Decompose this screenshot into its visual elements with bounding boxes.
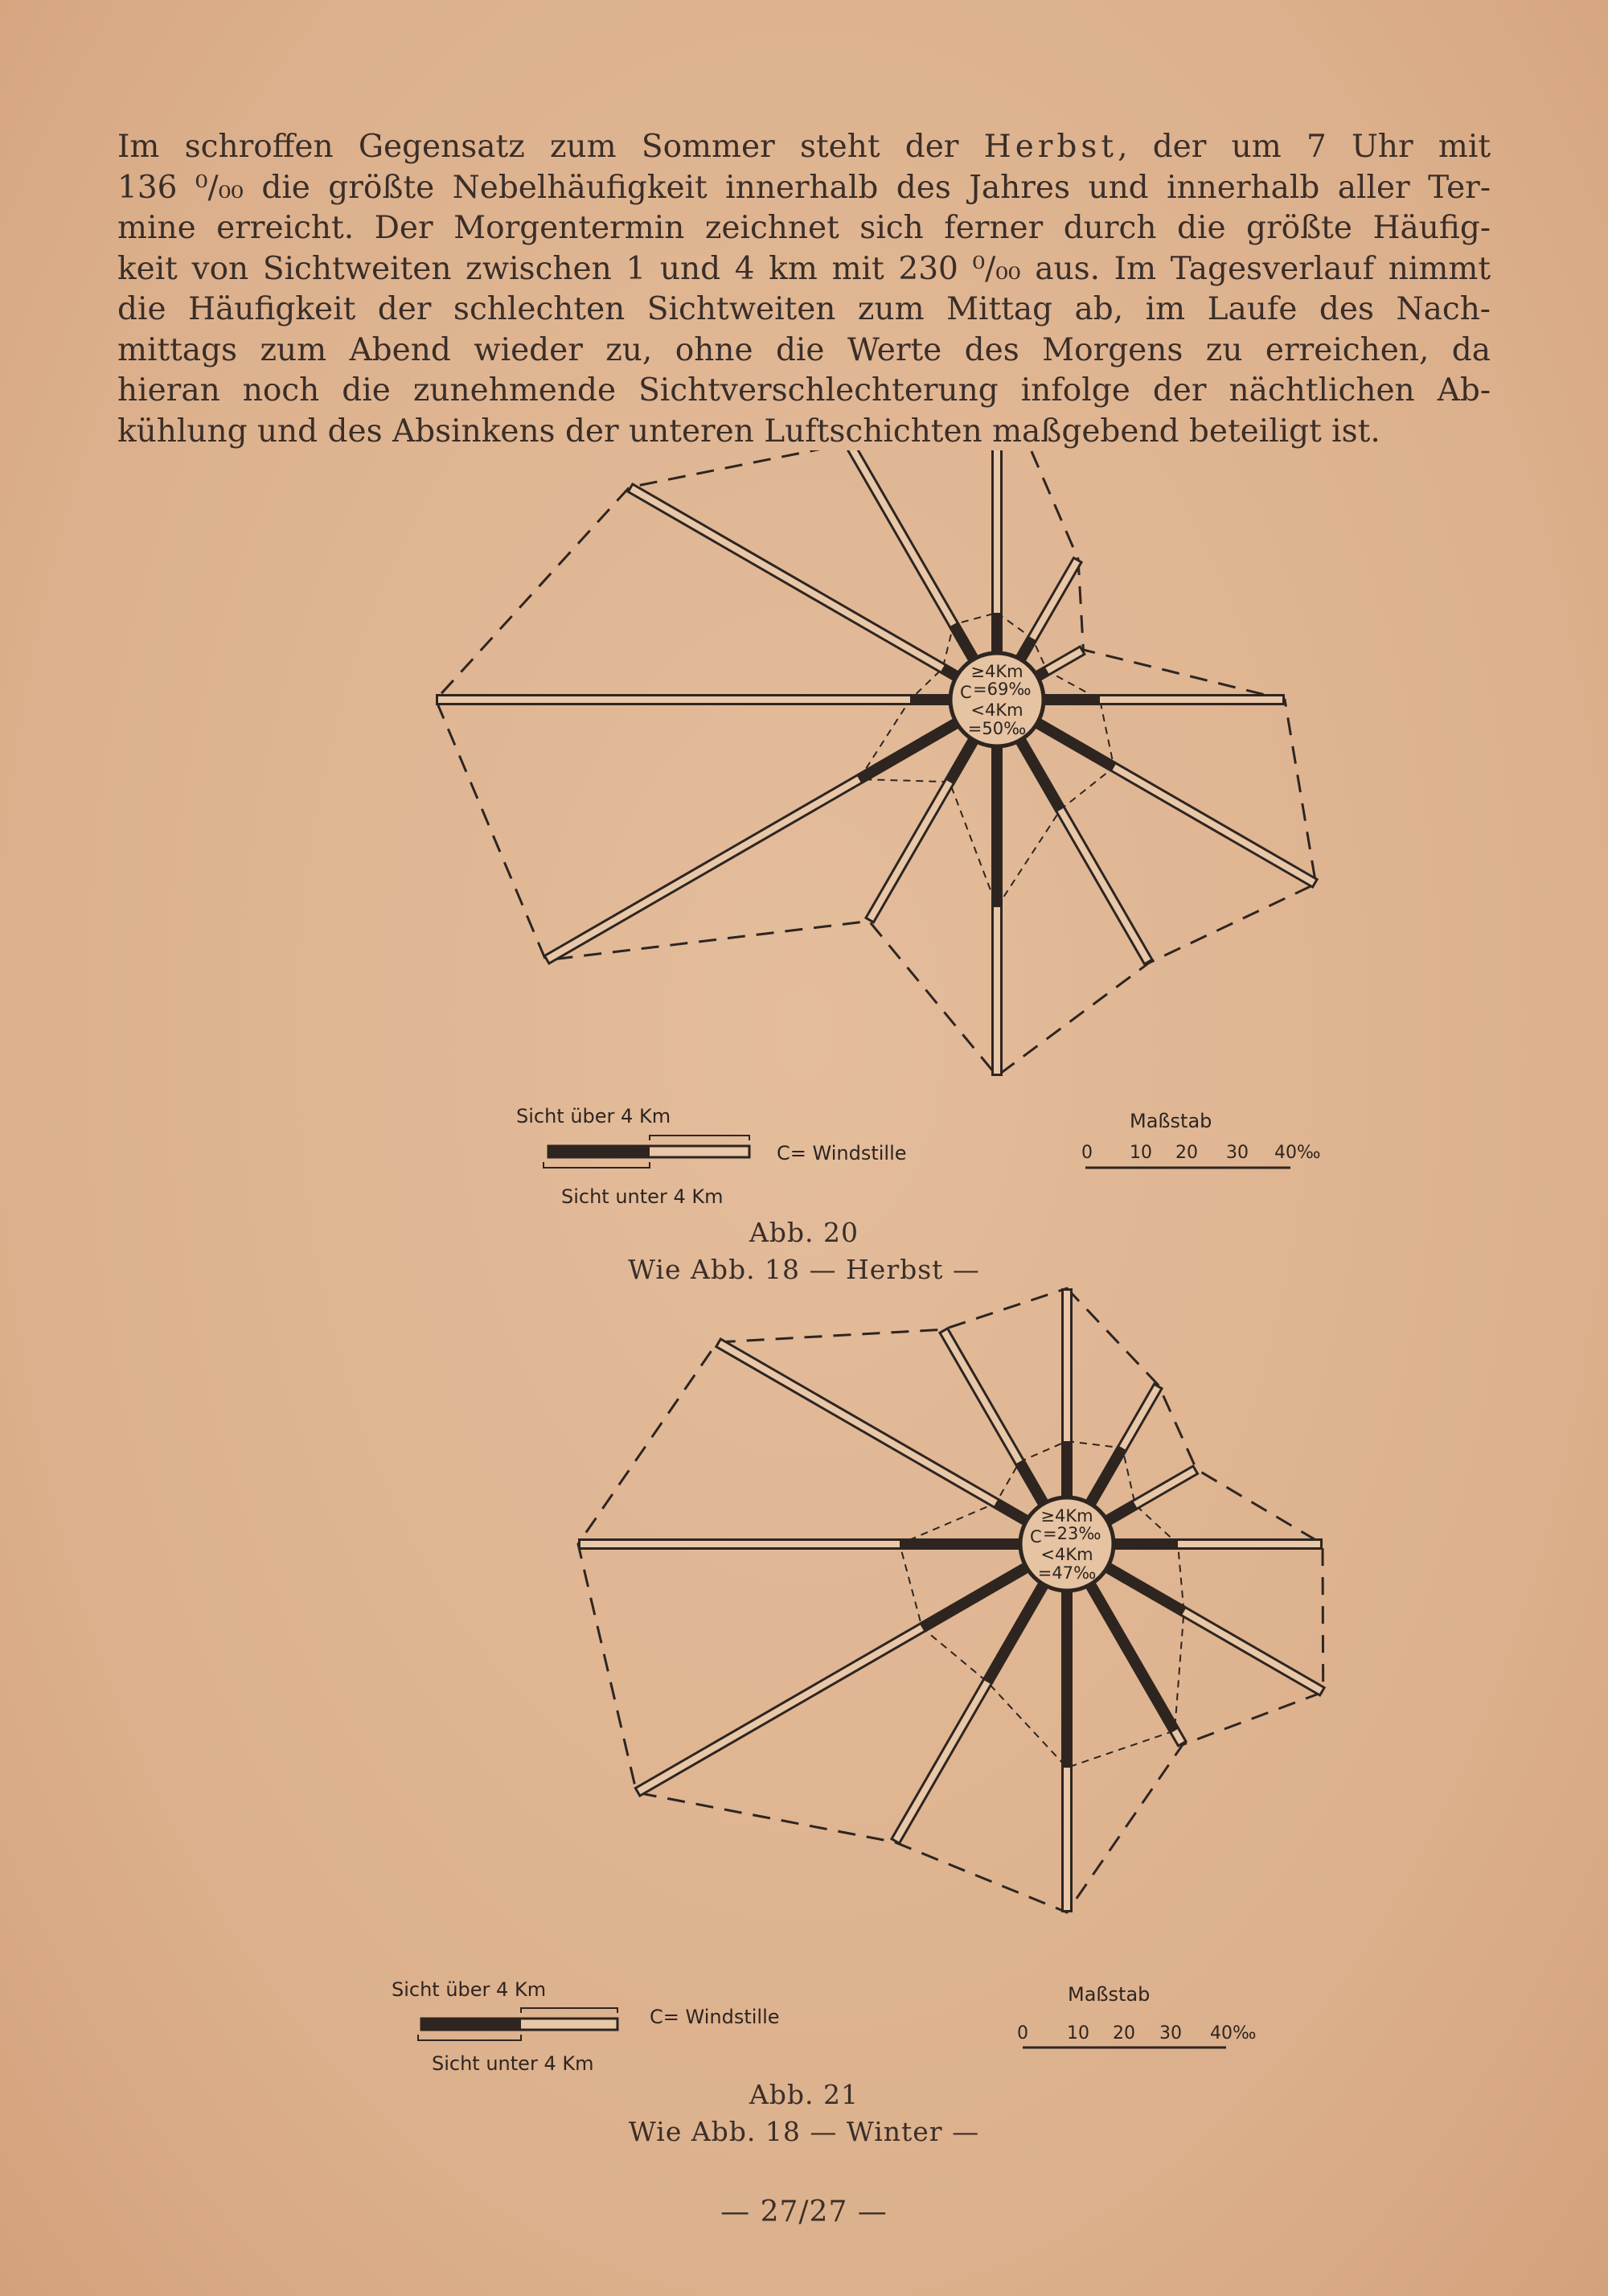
- bar-over-4km-fill-30: [1032, 561, 1077, 639]
- calm-value-over: =23‰: [1043, 1524, 1101, 1543]
- body-paragraph: [117, 127, 1491, 452]
- para-line-8: kühlung und des Absinkens der unteren Luftschichten maßgebend beteiligt ist.: [117, 413, 1380, 450]
- scale-tick-10: 10: [1067, 2023, 1089, 2043]
- scale-tick-40: 40‰: [1210, 2023, 1257, 2043]
- legend: [392, 1978, 780, 2075]
- calm-label-c: C: [960, 683, 972, 702]
- bar-over-4km-fill-210: [871, 782, 950, 919]
- scale-bar: [1081, 1110, 1321, 1168]
- legend-bar-dark: [421, 2019, 521, 2030]
- bar-over-4km-fill-240: [548, 779, 859, 959]
- bar-over-4km-fill-150: [1060, 810, 1148, 961]
- para-line-5: die Häufigkeit der schlechten Sichtweiten zum Mittag ab, im Laufe des Nach-: [117, 291, 1491, 327]
- bar-under-4km-330: [1019, 1462, 1044, 1504]
- bar-under-4km-30: [1090, 1448, 1122, 1503]
- page-number: — 27/27 —: [720, 2195, 888, 2228]
- scale-title: Maßstab: [1130, 1110, 1212, 1132]
- scale-tick-30: 30: [1159, 2023, 1182, 2043]
- calm-value-under: =50‰: [967, 719, 1027, 738]
- legend-under-label: Sicht unter 4 Km: [561, 1185, 724, 1208]
- calm-value-over: =69‰: [973, 680, 1032, 699]
- bar-over-4km-fill-120: [1114, 767, 1314, 883]
- calm-circle: [1020, 1497, 1114, 1591]
- legend-over-label: Sicht über 4 Km: [516, 1105, 671, 1127]
- scale-tick-10: 10: [1130, 1143, 1152, 1163]
- calm-label-under: <4Km: [1040, 1545, 1093, 1564]
- bar-over-4km-fill-60: [1047, 651, 1081, 672]
- calm-circle: [950, 653, 1044, 746]
- wind-rose-herbst: [0, 450, 1608, 1279]
- bar-under-4km-240: [922, 1567, 1027, 1628]
- bar-under-4km-300: [942, 668, 956, 676]
- legend-calm-label: C= Windstille: [777, 1142, 907, 1164]
- scale-tick-20: 20: [1113, 2023, 1135, 2043]
- envelope-outer: [578, 1288, 1323, 1912]
- bar-over-4km-fill-210: [896, 1682, 988, 1840]
- legend-over-label: Sicht über 4 Km: [392, 1978, 547, 2001]
- scale-tick-20: 20: [1175, 1143, 1198, 1163]
- bar-under-4km-150: [1020, 740, 1060, 810]
- scale-tick-0: 0: [1081, 1143, 1093, 1163]
- scale-tick-40: 40‰: [1274, 1143, 1321, 1163]
- figure-label: Abb. 20: [749, 1217, 859, 1248]
- bar-under-4km-30: [1020, 639, 1032, 659]
- bar-under-4km-60: [1107, 1505, 1135, 1521]
- figure-caption-21: [0, 2076, 1608, 2150]
- calm-label-over: ≥4Km: [970, 662, 1023, 681]
- para-line-6: mittags zum Abend wieder zu, ohne die Werte des Morgens zu erreichen, da: [117, 331, 1491, 368]
- calm-label-c: C: [1030, 1527, 1042, 1546]
- scale-tick-0: 0: [1017, 2023, 1028, 2043]
- bar-under-4km-210: [950, 740, 974, 782]
- para-line-1: Im schroffen Gegensatz zum Sommer steht der Herbst, der um 7 Uhr mit: [117, 129, 1491, 165]
- figure-title: Wie Abb. 18 — Winter —: [628, 2116, 980, 2147]
- bar-under-4km-150: [1090, 1584, 1175, 1731]
- scale-title: Maßstab: [1068, 1983, 1151, 2006]
- para-line-4: keit von Sichtweiten zwischen 1 und 4 km mit 230 ⁰/₀₀ aus. Im Tagesverlauf nimmt: [117, 250, 1491, 287]
- bar-over-4km-fill-300: [720, 1344, 996, 1504]
- scale-bar: [1017, 1983, 1257, 2048]
- bar-under-4km-210: [987, 1584, 1044, 1682]
- bar-over-4km-fill-120: [1183, 1612, 1321, 1691]
- bar-over-4km-fill-240: [638, 1628, 921, 1792]
- bar-over-4km-fill-330: [945, 1332, 1020, 1462]
- figure-label: Abb. 21: [749, 2079, 859, 2110]
- bar-under-4km-120: [1037, 723, 1114, 767]
- bar-group: [436, 450, 1316, 1076]
- wind-rose-winter: [0, 1287, 1608, 2091]
- scale-tick-30: 30: [1226, 1143, 1249, 1163]
- figure-caption-20: [0, 1214, 1608, 1288]
- legend-calm-label: C= Windstille: [650, 2006, 780, 2028]
- outer-envelope-line: [578, 1288, 1323, 1912]
- para-line-3: mine erreicht. Der Morgentermin zeichnet sich ferner durch die größte Häufig-: [117, 210, 1491, 246]
- bar-under-4km-300: [996, 1503, 1027, 1521]
- legend-bar-dark: [548, 1146, 650, 1157]
- para-line-7: hieran noch die zunehmende Sichtverschlechterung infolge der nächtlichen Ab-: [117, 372, 1491, 409]
- figure-title: Wie Abb. 18 — Herbst —: [628, 1254, 980, 1285]
- calm-value-under: =47‰: [1037, 1563, 1097, 1583]
- legend-under-label: Sicht unter 4 Km: [432, 2052, 594, 2075]
- calm-label-under: <4Km: [970, 700, 1023, 720]
- legend: [516, 1105, 907, 1208]
- bar-over-4km-fill-60: [1135, 1471, 1195, 1505]
- calm-label-over: ≥4Km: [1040, 1506, 1093, 1526]
- bar-under-4km-240: [859, 723, 957, 779]
- para-line-2: 136 ⁰/₀₀ die größte Nebelhäufigkeit innerhalb des Jahres und innerhalb aller Ter-: [117, 169, 1491, 206]
- bar-over-4km-fill-330: [851, 450, 954, 624]
- bar-under-4km-330: [954, 624, 974, 659]
- bar-under-4km-120: [1107, 1567, 1183, 1612]
- bar-over-4km-fill-30: [1122, 1387, 1158, 1448]
- emphasis-herbst: Herbst: [983, 129, 1118, 165]
